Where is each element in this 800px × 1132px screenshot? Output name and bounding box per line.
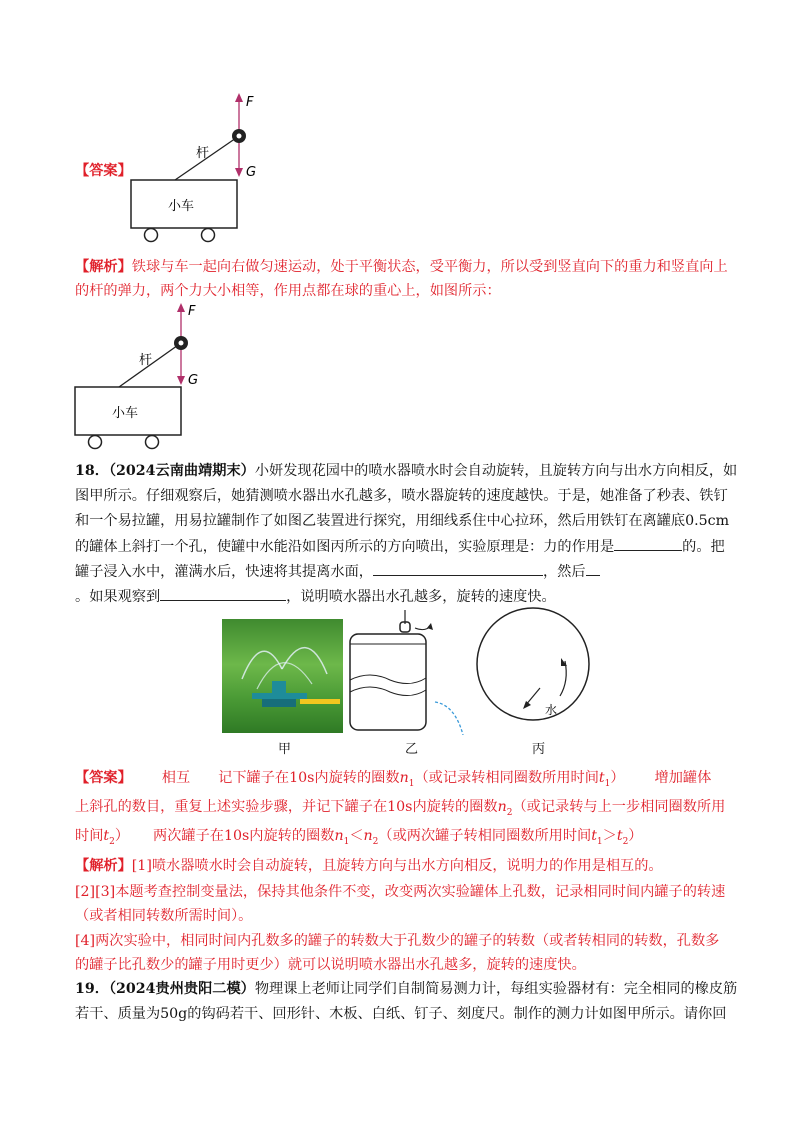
rod-label: 杆 (196, 146, 210, 161)
analysis18-line-1: 【解析】[1]喷水器喷水时会自动旋转，且旋转方向与出水方向相反，说明力的作用是相互的。 (75, 858, 663, 874)
q18-line-5: 罐子浸入水中，灌满水后，快速将其提离水面， ，然后 (75, 561, 600, 582)
svg-text:小车: 小车 (112, 406, 139, 421)
analysis-label: 【解析】 (75, 259, 132, 275)
q18-line-2: 图甲所示。仔细观察后，她猜测喷水器出水孔越多，喷水器旋转的速度越快。于是，她准备了秒表、铁钉 (75, 488, 728, 504)
blank-2 (373, 561, 543, 576)
circle-diagram (475, 606, 595, 731)
sprinkler-photo (222, 619, 343, 733)
analysis18-line-5: 的罐子比孔数少的罐子用时更少）就可以说明喷水器出水孔越多，旋转的速度快。 (75, 957, 586, 973)
analysis18-line-4: [4]两次实验中，相同时间内孔数多的罐子的转数大于孔数少的罐子的转数（或者转相同的转数，孔数多 (75, 933, 720, 949)
q19-line-1: 19．（2024贵州贵阳二模）物理课上老师让同学们自制简易测力计，每组实验器材有：完全相同的橡皮筋 (75, 981, 738, 997)
q19-line-2: 若干、质量为50g的钩码若干、回形针、木板、白纸、钉子、刻度尺。制作的测力计如图甲所示。请你回 (75, 1006, 727, 1022)
analysis18-line-2: [2][3]本题考查控制变量法，保持其他条件不变，改变两次实验罐体上孔数，记录相同时间内罐子的转速 (75, 884, 726, 900)
force-diagram-analysis (64, 300, 214, 460)
force-diagram-answer (120, 90, 270, 250)
q18-line-4: 的罐体上斜打一个孔，使罐中水能沿如图丙所示的方向喷出，实验原理是：力的作用是 的。把 (75, 536, 725, 557)
force-g-label: G (246, 165, 257, 180)
water-label: 水 (545, 703, 558, 717)
q18-line-3: 和一个易拉罐，用易拉罐制作了如图乙装置进行探究，用细线系住中心拉环，然后用铁钉在离罐底0.5cm (75, 513, 730, 529)
q18-line-6: 。如果观察到 ，说明喷水器出水孔越多，旋转的速度快。 (75, 586, 556, 607)
svg-text:F: F (188, 304, 196, 319)
svg-text:G: G (188, 373, 199, 388)
analysis-line-2: 的杆的弹力，两个力大小相等，作用点都在球的重心上，如图所示： (75, 283, 501, 299)
svg-text:杆: 杆 (139, 353, 153, 368)
cart-wheel (145, 229, 158, 242)
figure-label-yi: 乙 (405, 742, 419, 757)
force-f-label: F (246, 95, 254, 110)
q18-line-1: 18．（2024云南曲靖期末）小妍发现花园中的喷水器喷水时会自动旋转，且旋转方向与出水方向相反，如 (75, 463, 738, 479)
answer18-line-1: 【答案】 相互 记下罐子在10s内旋转的圈数$n_1$（或记录转相同圈数所用时间$t_1$） 增加罐体 (75, 770, 712, 789)
cart-wheel (202, 229, 215, 242)
answer18-line-3: 时间$t_2$） 两次罐子在10s内旋转的圈数$n_1<n_2$（或两次罐子转相同圈数所用时间$t_1>t_2$） (75, 828, 643, 847)
figure-label-jia: 甲 (278, 742, 292, 757)
can-diagram (345, 610, 475, 735)
analysis-line-1: 【解析】铁球与车一起向右做匀速运动，处于平衡状态，受平衡力，所以受到竖直向下的重力和竖直向上 (75, 259, 728, 275)
blank-3 (586, 561, 600, 576)
answer-label: 【答案】 (75, 163, 132, 179)
cart-label: 小车 (168, 199, 195, 214)
analysis18-line-3: （或者相同转数所需时间）。 (75, 908, 253, 924)
answer18-line-2: 上斜孔的数目，重复上述实验步骤，并记下罐子在10s内旋转的圈数$n_2$（或记录转与上一步相同圈数所用 (75, 799, 726, 818)
blank-4 (160, 586, 286, 601)
blank-1 (614, 536, 682, 551)
figure-label-bing: 丙 (532, 742, 546, 757)
